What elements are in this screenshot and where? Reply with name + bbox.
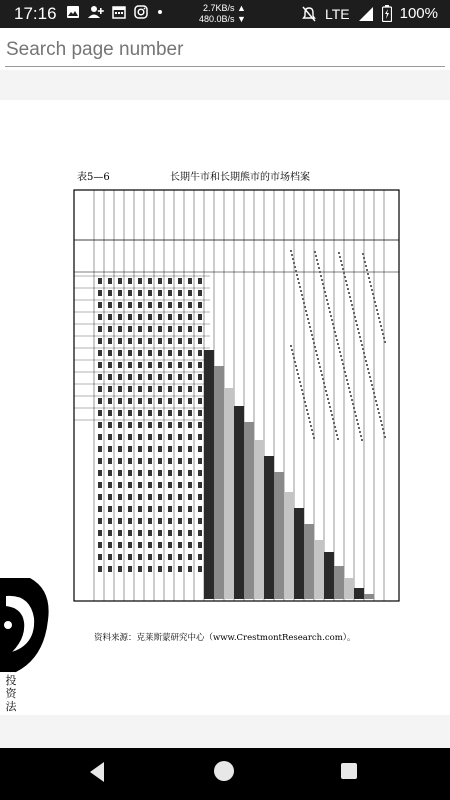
- search-bar: [0, 28, 450, 70]
- signal-icon: [358, 6, 374, 22]
- logo-char: 牛: [5, 648, 17, 661]
- network-type: LTE: [324, 5, 350, 22]
- upload-speed: 2.7KB/s ▲: [203, 3, 246, 13]
- status-time: 17:16: [14, 4, 57, 23]
- status-system-icons: [301, 5, 438, 22]
- image-icon: [66, 5, 80, 19]
- battery-icon: [382, 5, 392, 22]
- navigation-bar: [0, 748, 450, 800]
- home-icon[interactable]: [214, 761, 234, 781]
- mute-icon: [301, 6, 317, 22]
- source-note: 资料来源：克莱斯蒙研究中心（www.CrestmontResearch.com）。: [94, 633, 356, 643]
- table-title: 长期牛市和长期熊市的市场档案: [170, 172, 310, 183]
- logo-char: 法: [5, 700, 17, 713]
- person-add-icon: [88, 5, 104, 19]
- download-speed: 480.0B/s ▼: [199, 14, 246, 24]
- dot-icon: [156, 5, 164, 19]
- logo-char: 投: [5, 674, 17, 687]
- table-id: 表5—6: [77, 172, 110, 183]
- search-underline: [5, 66, 445, 67]
- status-bar: [0, 0, 450, 28]
- page-canvas: [0, 100, 450, 715]
- rotated-table-scan: [74, 190, 399, 601]
- pdf-page[interactable]: [0, 100, 450, 715]
- logo-char: 眼: [5, 661, 17, 674]
- battery-level: 100%: [399, 5, 438, 22]
- status-notification-icons: [66, 5, 164, 19]
- network-speed: [199, 3, 246, 25]
- logo-text: [6, 647, 18, 713]
- instagram-icon: [134, 5, 148, 19]
- recent-apps-icon[interactable]: [341, 763, 357, 779]
- logo-char: 资: [5, 687, 17, 700]
- calendar-icon: [112, 5, 126, 19]
- search-page-input[interactable]: [6, 36, 442, 64]
- document-viewer[interactable]: [0, 70, 450, 748]
- back-icon[interactable]: [90, 762, 104, 782]
